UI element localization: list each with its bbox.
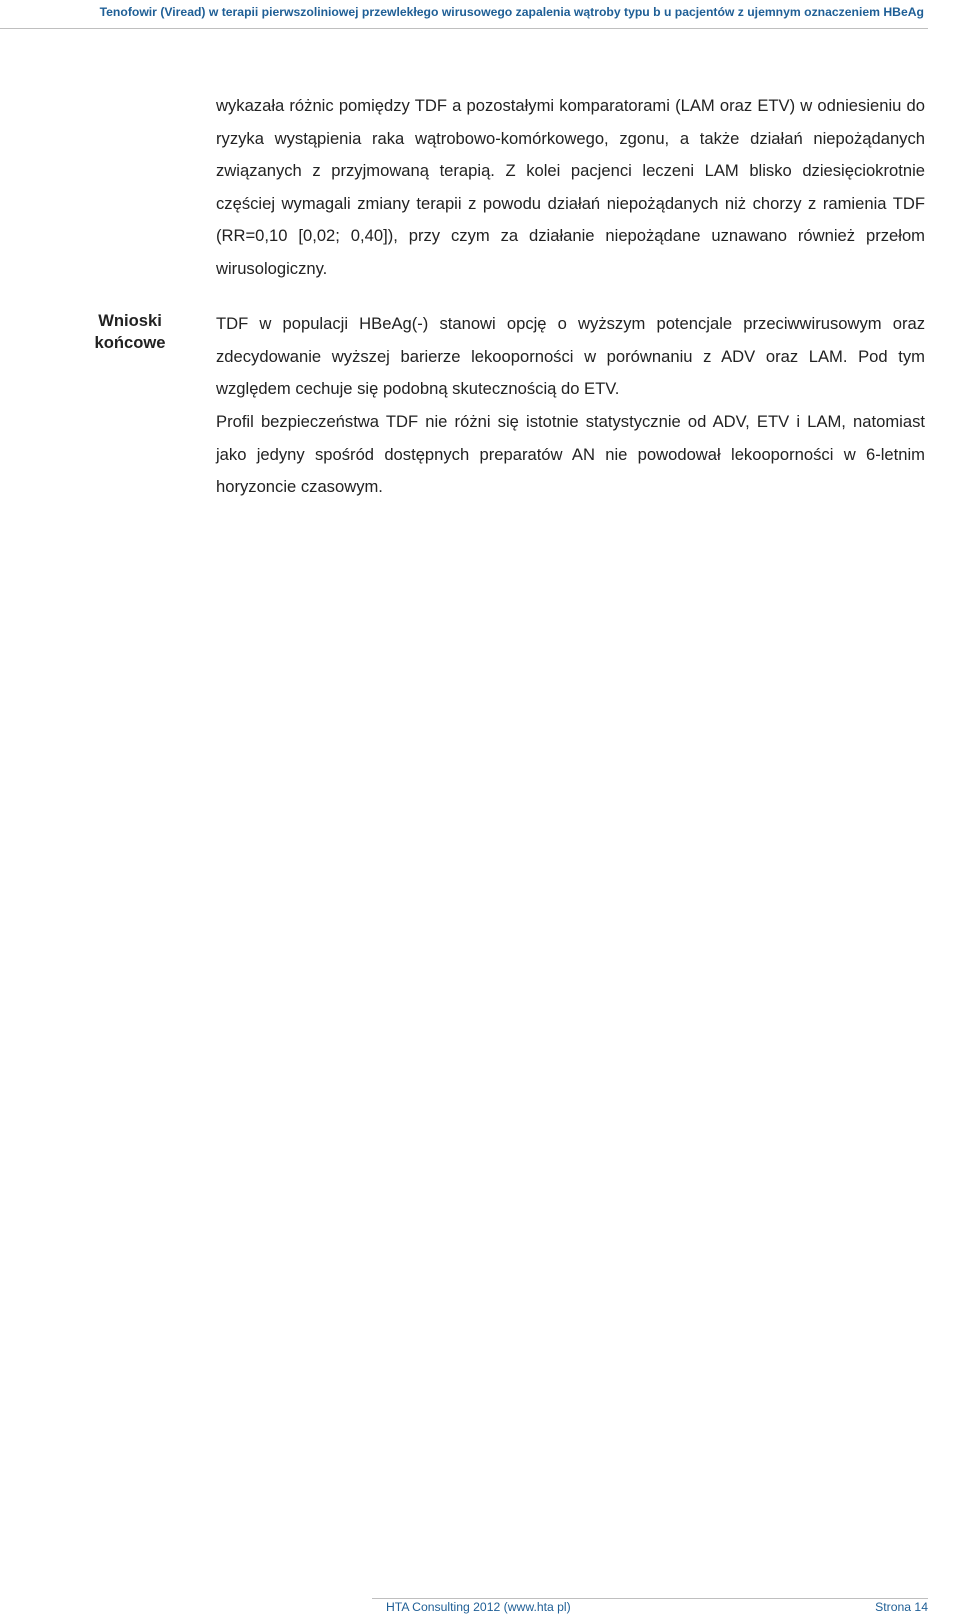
- footer-publisher: HTA Consulting 2012 (www.hta pl): [386, 1600, 571, 1614]
- footer-divider: [372, 1598, 928, 1599]
- conclusions-paragraph-safety: Profil bezpieczeństwa TDF nie różni się istotnie statystycznie od ADV, ETV i LAM, natomiast jako jedyny spośród dostępnych preparatów AN nie powodował lekooporności w 6-letnim horyzoncie czasowym.: [216, 412, 925, 496]
- conclusions-label: Wnioski końcowe: [94, 311, 166, 352]
- page-number: Strona 14: [875, 1600, 928, 1614]
- page-header: [0, 0, 928, 29]
- results-paragraph: wykazała różnic pomiędzy TDF a pozostałymi komparatorami (LAM oraz ETV) w odniesieniu do ryzyka wystąpienia raka wątrobowo-komórkowego, zgonu, a także działań niepożądanych związanych z przyjmowaną terapią. Z kolei pacjenci leczeni LAM blisko dziesięciokrotnie częściej wymagali zmiany terapii z powodu działań niepożądanych niż chorzy z ramienia TDF (RR=0,10 [0,02; 0,40]), przy czym za działanie niepożądane uznawano również przełom wirusologiczny.: [216, 96, 925, 278]
- document-title: Tenofowir (Viread) w terapii pierwszoliniowej przewlekłego wirusowego zapalenia wątroby typu b u pacjentów z ujemnym oznaczeniem HBeAg: [99, 5, 924, 19]
- conclusions-paragraph-efficacy: TDF w populacji HBeAg(-) stanowi opcję o wyższym potencjale przeciwwirusowym oraz zdecydowanie wyższej barierze lekooporności w porównaniu z ADV oraz LAM. Pod tym względem cechuje się podobną skutecznością do ETV.: [216, 314, 925, 398]
